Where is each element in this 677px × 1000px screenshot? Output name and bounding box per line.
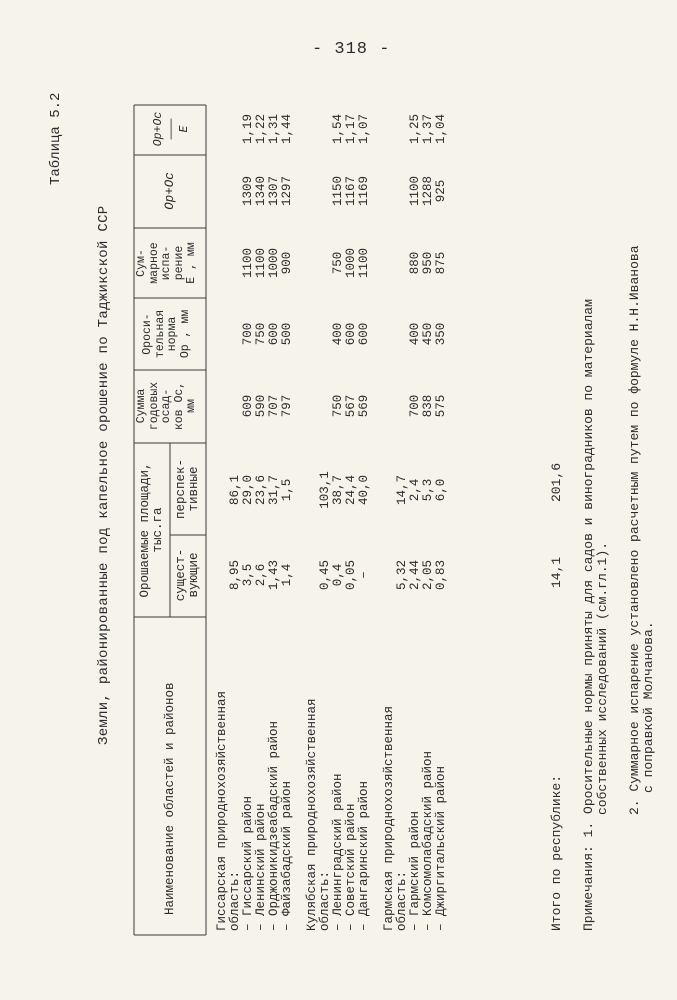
row-sum: 925 bbox=[434, 179, 448, 203]
row-name: Гиссарская природнохозяйственная bbox=[215, 690, 229, 931]
table-row bbox=[306, 75, 319, 975]
table-row bbox=[435, 75, 448, 975]
row-ratio: 1,22 bbox=[254, 114, 268, 145]
row-prospective: 38,7 bbox=[331, 475, 345, 506]
row-existing: 2,05 bbox=[421, 560, 435, 591]
row-evap: 1100 bbox=[241, 248, 255, 279]
row-prospective: 6,0 bbox=[434, 478, 448, 502]
total-prospective: 201,6 bbox=[549, 462, 564, 502]
row-existing: 5,32 bbox=[395, 560, 409, 591]
row-evap: 1100 bbox=[357, 248, 371, 279]
row-irrig: 600 bbox=[344, 322, 358, 346]
header-area-prospective: перспек- тивные bbox=[174, 459, 201, 520]
row-precip: 750 bbox=[331, 394, 345, 418]
note-2: 2. Суммарное испарение установлено расчетным путем по формуле Н.Н.Иванова bbox=[627, 245, 642, 815]
row-existing: 2,6 bbox=[254, 563, 268, 587]
table-row bbox=[383, 75, 396, 975]
row-sum: 1150 bbox=[331, 176, 345, 207]
row-evap: 1100 bbox=[254, 248, 268, 279]
row-ratio: 1,37 bbox=[421, 114, 435, 145]
row-precip: 569 bbox=[357, 394, 371, 418]
table-row bbox=[216, 75, 229, 975]
row-irrig: 400 bbox=[331, 322, 345, 346]
row-sum: 1100 bbox=[408, 176, 422, 207]
header-sum: Op+Oс bbox=[163, 172, 177, 210]
table-label: Таблица 5.2 bbox=[48, 92, 64, 185]
row-evap: 1000 bbox=[344, 248, 358, 279]
row-prospective: 2,4 bbox=[408, 478, 422, 502]
row-prospective: 14,7 bbox=[395, 475, 409, 506]
row-name: область: bbox=[318, 870, 332, 931]
row-name: – Комсомолабадский район bbox=[421, 750, 435, 931]
row-irrig: 350 bbox=[434, 322, 448, 346]
header-area: Орошаемые площади, тыс.га bbox=[138, 462, 165, 598]
row-irrig: 600 bbox=[357, 322, 371, 346]
row-name: – Джиргитальский район bbox=[434, 765, 448, 931]
row-existing: 0,4 bbox=[331, 563, 345, 587]
row-evap: 880 bbox=[408, 251, 422, 275]
row-prospective: 23,6 bbox=[254, 475, 268, 506]
table-row bbox=[358, 75, 371, 975]
row-ratio: 1,54 bbox=[331, 114, 345, 145]
row-name: – Дангаринский район bbox=[357, 780, 371, 931]
header-evap: Сум- марное испа- рение E , мм bbox=[135, 242, 198, 284]
note-1-continuation: собственных исследований (см.гл.1). bbox=[595, 541, 610, 815]
row-ratio: 1,25 bbox=[408, 114, 422, 145]
row-ratio: 1,04 bbox=[434, 114, 448, 145]
row-evap: 750 bbox=[331, 251, 345, 275]
row-name: область: bbox=[395, 870, 409, 931]
row-ratio: 1,44 bbox=[280, 114, 294, 145]
row-name: Гармская природнохозяйственная bbox=[382, 705, 396, 931]
row-name: – Гиссарский район bbox=[241, 795, 255, 931]
row-existing: 0,05 bbox=[344, 560, 358, 591]
row-evap: 875 bbox=[434, 251, 448, 275]
row-prospective: 40,0 bbox=[357, 475, 371, 506]
row-irrig: 450 bbox=[421, 322, 435, 346]
row-prospective: 31,7 bbox=[267, 475, 281, 506]
row-name: – Ленинградский район bbox=[331, 773, 345, 931]
row-prospective: 29,0 bbox=[241, 475, 255, 506]
row-precip: 797 bbox=[280, 394, 294, 418]
row-precip: 590 bbox=[254, 394, 268, 418]
row-prospective: 103,1 bbox=[318, 471, 332, 509]
row-irrig: 500 bbox=[280, 322, 294, 346]
row-sum: 1288 bbox=[421, 176, 435, 207]
table-title: Земли, районированные под капельное орошение по Таджикской ССР bbox=[96, 205, 112, 745]
row-name: – Орджоникидзеабадский район bbox=[267, 720, 281, 931]
row-name: – Ленинский район bbox=[254, 803, 268, 931]
row-prospective: 86,1 bbox=[228, 475, 242, 506]
row-evap: 900 bbox=[280, 251, 294, 275]
row-existing: – bbox=[357, 571, 371, 579]
page-number: - 318 - bbox=[312, 40, 391, 59]
row-ratio: 1,17 bbox=[344, 114, 358, 145]
row-existing: 2,44 bbox=[408, 560, 422, 591]
row-sum: 1340 bbox=[254, 176, 268, 207]
row-existing: 1,4 bbox=[280, 563, 294, 587]
row-precip: 838 bbox=[421, 394, 435, 418]
total-existing: 14,1 bbox=[549, 556, 564, 588]
row-existing: 1,43 bbox=[267, 560, 281, 591]
header-area-existing: сущест- вующие bbox=[174, 548, 201, 602]
row-ratio: 1,07 bbox=[357, 114, 371, 145]
rotated-table-page bbox=[30, 75, 670, 975]
row-name: – Советский район bbox=[344, 803, 358, 931]
row-name: – Файзабадский район bbox=[280, 780, 294, 931]
row-prospective: 1,5 bbox=[280, 478, 294, 502]
row-ratio: 1,31 bbox=[267, 114, 281, 145]
row-precip: 700 bbox=[408, 394, 422, 418]
note-2-continuation: с поправкой Молчанова. bbox=[641, 621, 656, 793]
row-existing: 0,45 bbox=[318, 560, 332, 591]
total-label: Итого по республике: bbox=[549, 774, 564, 931]
row-precip: 707 bbox=[267, 394, 281, 418]
row-sum: 1167 bbox=[344, 176, 358, 207]
row-existing: 3,5 bbox=[241, 563, 255, 587]
row-sum: 1307 bbox=[267, 176, 281, 207]
header-name: Наименование областей и районов bbox=[163, 682, 177, 915]
row-evap: 950 bbox=[421, 251, 435, 275]
row-existing: 0,83 bbox=[434, 560, 448, 591]
header-ratio: Op+Oс ——— E bbox=[152, 111, 191, 147]
row-precip: 567 bbox=[344, 394, 358, 418]
row-prospective: 5,3 bbox=[421, 478, 435, 502]
row-ratio: 1,19 bbox=[241, 114, 255, 145]
row-name: – Гармский район bbox=[408, 810, 422, 931]
header-precip: Сумма годовых осад- ков Oс, мм bbox=[135, 381, 198, 431]
row-irrig: 700 bbox=[241, 322, 255, 346]
row-name: область: bbox=[228, 870, 242, 931]
row-precip: 609 bbox=[241, 394, 255, 418]
row-prospective: 24,4 bbox=[344, 475, 358, 506]
row-sum: 1297 bbox=[280, 176, 294, 207]
row-irrig: 400 bbox=[408, 322, 422, 346]
row-irrig: 600 bbox=[267, 322, 281, 346]
note-1: Примечания: 1. Оросительные нормы приняты для садов и виноградников по материалам bbox=[581, 299, 596, 931]
row-irrig: 750 bbox=[254, 322, 268, 346]
table-row bbox=[281, 75, 294, 975]
row-existing: 8,95 bbox=[228, 560, 242, 591]
row-precip: 575 bbox=[434, 394, 448, 418]
row-sum: 1309 bbox=[241, 176, 255, 207]
header-irrig: Ороси- тельная норма Op , мм bbox=[141, 309, 192, 359]
row-evap: 1000 bbox=[267, 248, 281, 279]
row-sum: 1169 bbox=[357, 176, 371, 207]
row-name: Кулябская природнохозяйственная bbox=[305, 698, 319, 931]
